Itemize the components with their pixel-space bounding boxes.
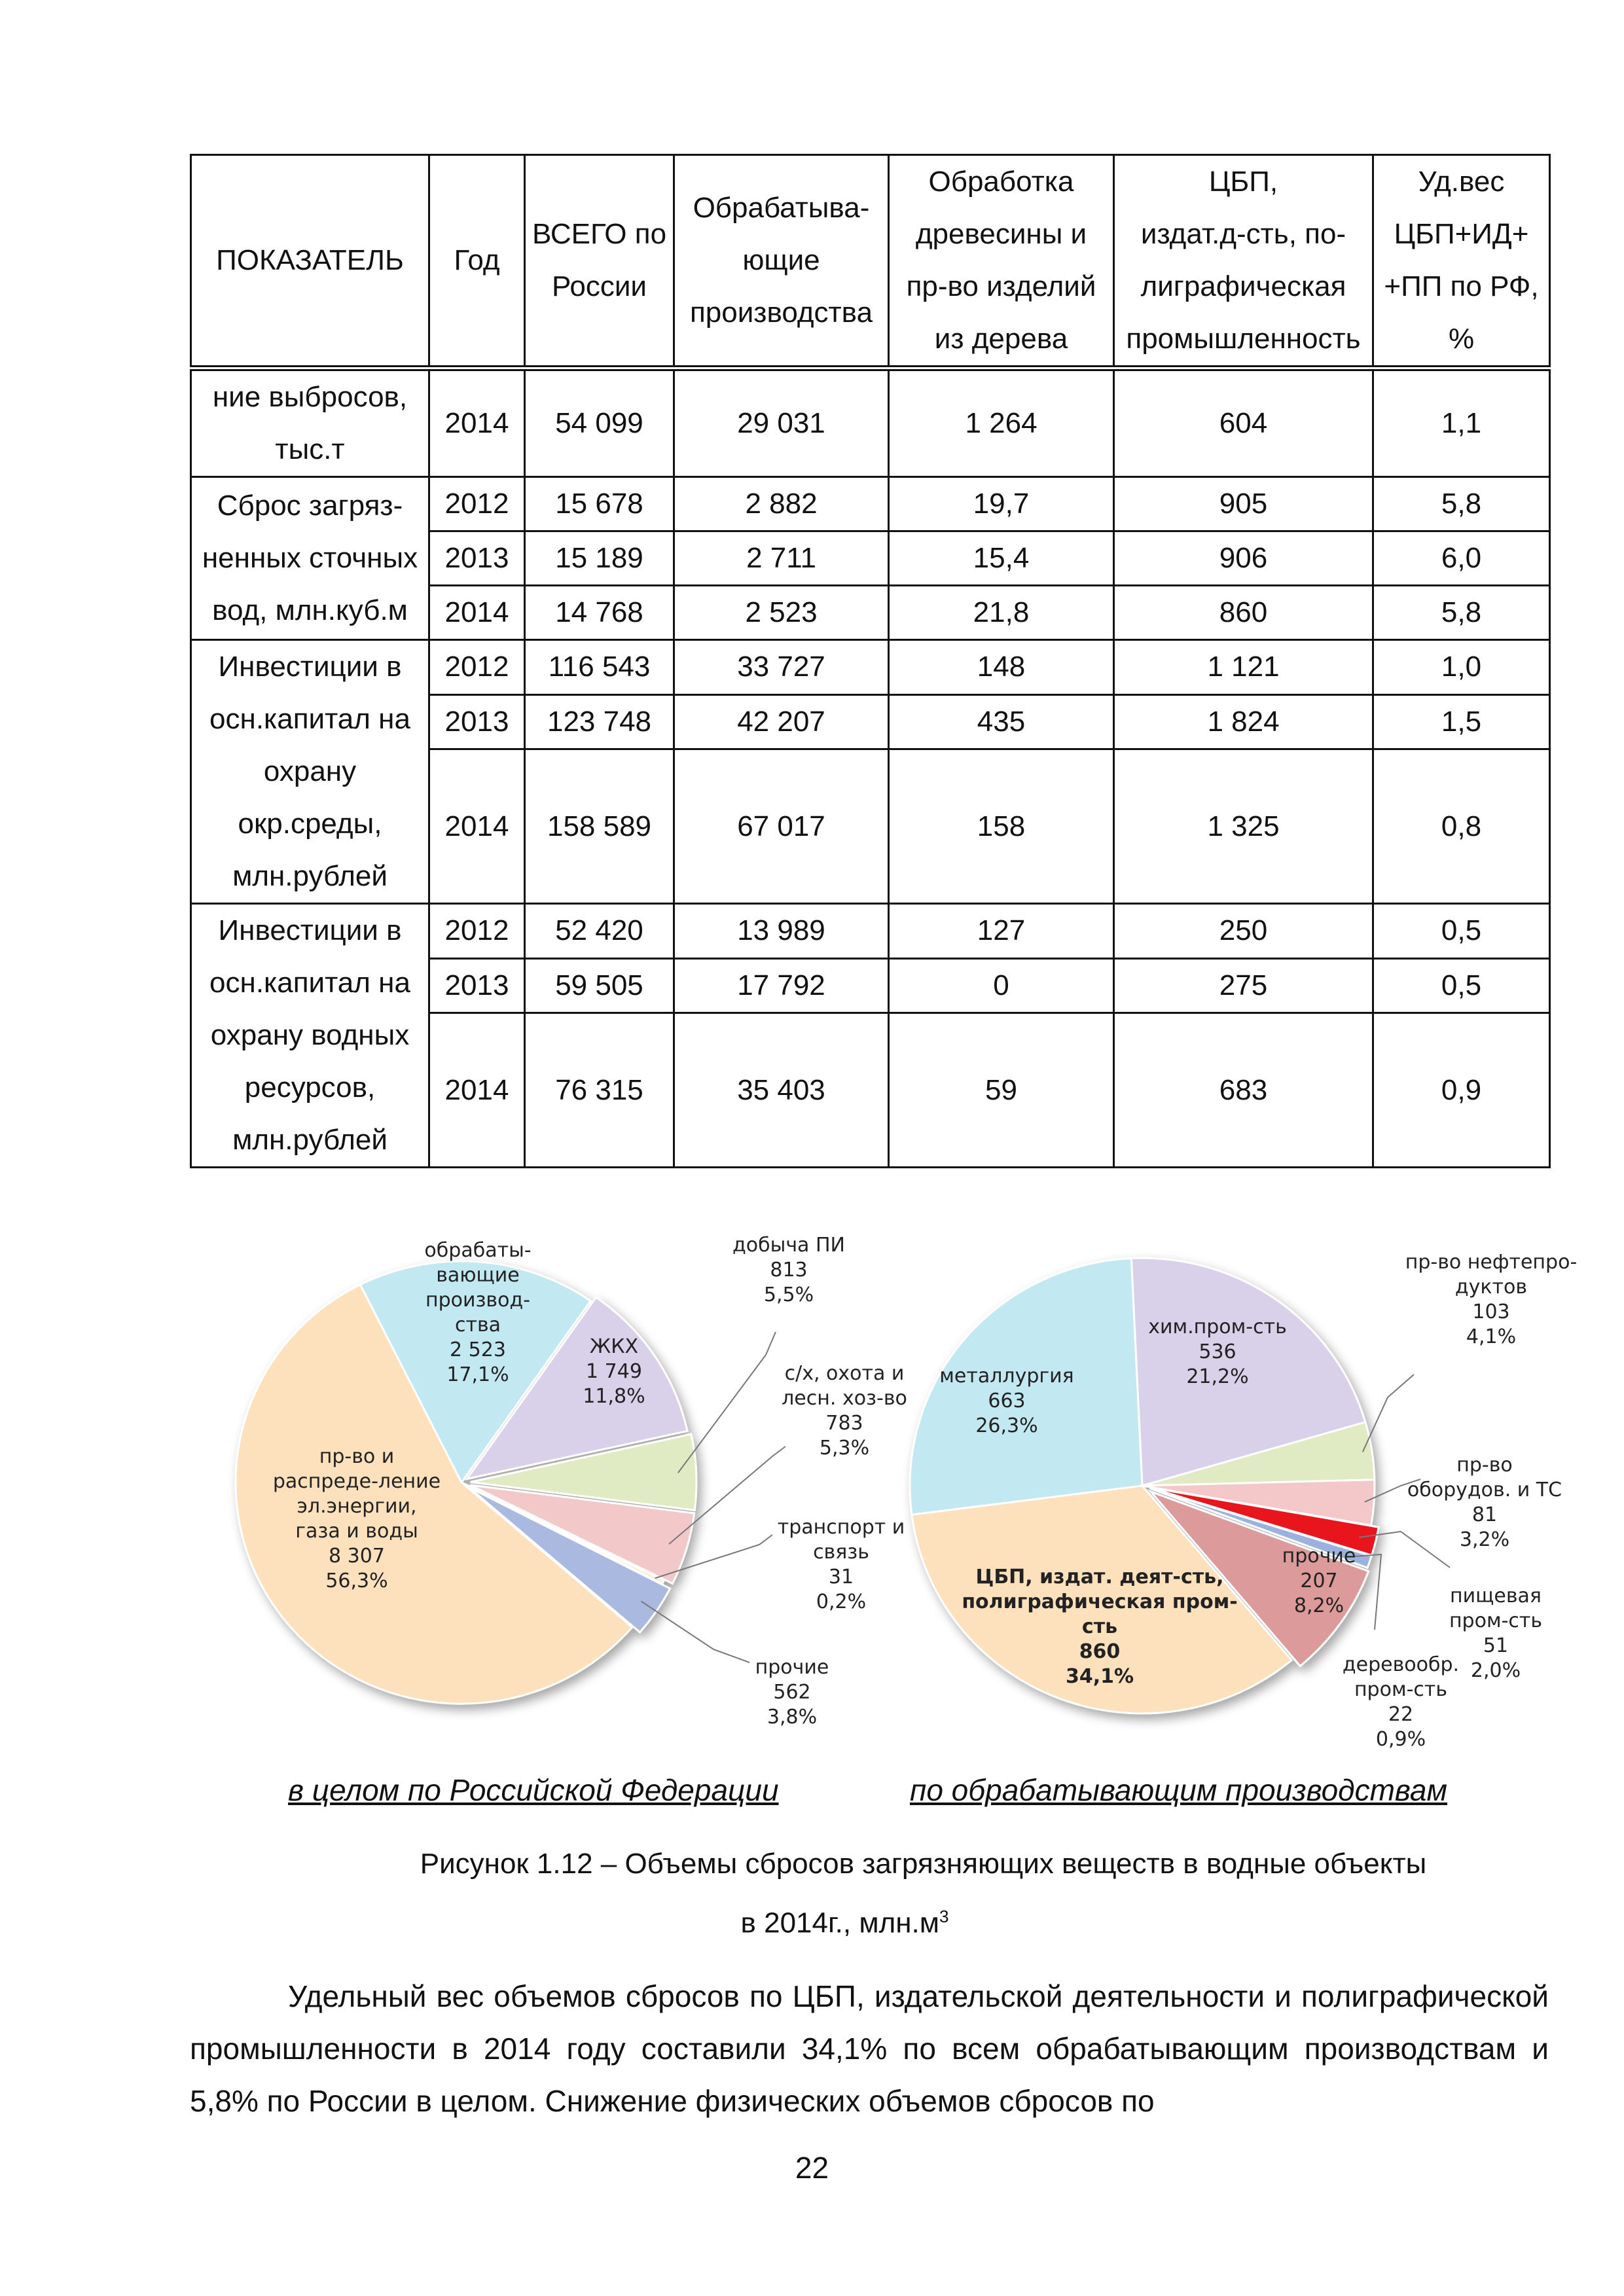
slice-label: обрабаты- xyxy=(424,1239,532,1262)
slice-label: эл.энергии, xyxy=(297,1495,417,1518)
slice-label: 2 523 xyxy=(450,1338,506,1361)
figure-caption-line1: Рисунок 1.12 – Объемы сбросов загрязняющих веществ в водные объекты xyxy=(420,1848,1427,1880)
subcaption-russia: в целом по Российской Федерации xyxy=(288,1773,779,1807)
slice-label: 17,1% xyxy=(446,1363,509,1386)
cell-manuf: 2 711 xyxy=(674,531,889,586)
cell-cbp: 905 xyxy=(1114,477,1373,531)
slice-label: 22 xyxy=(1388,1703,1414,1726)
cell-cbp: 604 xyxy=(1114,368,1373,477)
header-cell-line: Обрабатыва- xyxy=(693,192,870,224)
cell-manuf: 29 031 xyxy=(674,368,889,477)
slice-label: 26,3% xyxy=(975,1414,1038,1437)
slice-label: пищевая xyxy=(1450,1585,1542,1607)
cell-year: 2014 xyxy=(429,749,525,904)
cell-year: 2013 xyxy=(429,958,525,1013)
cell-total: 76 315 xyxy=(525,1013,674,1168)
indicator-cell xyxy=(191,477,429,640)
slice-label: транспорт и xyxy=(777,1516,905,1539)
indicator-line: охрану xyxy=(263,755,357,787)
indicator-line: осн.капитал на xyxy=(209,967,410,999)
cell-share: 1,1 xyxy=(1373,368,1550,477)
pie-charts xyxy=(0,1178,1624,1800)
header-cell-line: ющие xyxy=(742,244,820,276)
cell-total: 158 589 xyxy=(525,749,674,904)
subcaption-manufacturing: по обрабатывающим производствам xyxy=(910,1773,1448,1807)
cell-wood: 1 264 xyxy=(889,368,1114,477)
indicator-cell xyxy=(191,368,429,477)
slice-label: 207 xyxy=(1300,1570,1338,1592)
cell-total: 52 420 xyxy=(525,904,674,959)
cell-manuf: 33 727 xyxy=(674,640,889,695)
slice-label: 5,5% xyxy=(763,1283,814,1306)
table-row xyxy=(191,640,1550,695)
header-cell xyxy=(1373,155,1550,368)
page-number: 22 xyxy=(795,2151,829,2185)
cell-wood: 19,7 xyxy=(889,477,1114,531)
cell-share: 0,8 xyxy=(1373,749,1550,904)
slice-label: газа и воды xyxy=(295,1520,418,1543)
cell-manuf: 67 017 xyxy=(674,749,889,904)
cell-cbp: 683 xyxy=(1114,1013,1373,1168)
table-row xyxy=(191,368,1550,477)
slice-label: 5,3% xyxy=(819,1437,870,1460)
cell-manuf: 13 989 xyxy=(674,904,889,959)
slice-label: распреде-ление xyxy=(272,1470,441,1493)
slice-label: деревообр. xyxy=(1342,1653,1460,1676)
header-cell xyxy=(191,155,429,368)
table-body xyxy=(191,368,1550,1168)
slice-label: 8,2% xyxy=(1293,1594,1344,1617)
slice-label: добыча ПИ xyxy=(732,1234,845,1257)
cell-year: 2014 xyxy=(429,586,525,640)
slice-label: 0,2% xyxy=(816,1590,867,1613)
indicator-line: ресурсов, xyxy=(244,1071,376,1103)
slice-label: 11,8% xyxy=(583,1385,645,1408)
header-cell-line: % xyxy=(1448,323,1475,355)
cell-wood: 435 xyxy=(889,694,1114,749)
cell-total: 59 505 xyxy=(525,958,674,1013)
cell-wood: 148 xyxy=(889,640,1114,695)
slice-label: 536 xyxy=(1199,1340,1236,1363)
cell-wood: 158 xyxy=(889,749,1114,904)
slice-label: 783 xyxy=(825,1412,863,1435)
slice-label: ЖКХ xyxy=(589,1335,639,1358)
header-cell-line: из дерева xyxy=(934,323,1068,355)
header-cell-line: ЦБП+ИД+ xyxy=(1394,218,1529,250)
header-cell-line: Уд.вес xyxy=(1418,166,1505,198)
slice-label: 81 xyxy=(1471,1503,1498,1526)
cell-manuf: 35 403 xyxy=(674,1013,889,1168)
cell-year: 2012 xyxy=(429,904,525,959)
cell-wood: 0 xyxy=(889,958,1114,1013)
cell-cbp: 275 xyxy=(1114,958,1373,1013)
figure-caption-sup: 3 xyxy=(939,1907,949,1926)
cell-wood: 15,4 xyxy=(889,531,1114,586)
slice-label: 663 xyxy=(988,1390,1026,1412)
table-row xyxy=(191,904,1550,959)
cell-cbp: 1 824 xyxy=(1114,694,1373,749)
cell-share: 1,5 xyxy=(1373,694,1550,749)
slice-label: металлургия xyxy=(939,1365,1074,1388)
cell-manuf: 42 207 xyxy=(674,694,889,749)
indicator-line: Инвестиции в xyxy=(218,914,402,946)
figure-caption-line2-text: в 2014г., млн.м xyxy=(740,1907,940,1939)
slice-label: оборудов. и ТС xyxy=(1407,1479,1562,1501)
cell-manuf: 2 882 xyxy=(674,477,889,531)
indicator-line: млн.рублей xyxy=(232,860,388,892)
slice-label: прочие xyxy=(1282,1545,1356,1568)
figure-caption-line2 xyxy=(0,1890,1624,1950)
cell-cbp: 250 xyxy=(1114,904,1373,959)
slice-label: дуктов xyxy=(1454,1276,1528,1299)
cell-year: 2014 xyxy=(429,368,525,477)
cell-share: 0,5 xyxy=(1373,904,1550,959)
slice-label: лесн. хоз-во xyxy=(782,1387,907,1410)
header-cell-line: промышленность xyxy=(1126,323,1361,355)
cell-year: 2012 xyxy=(429,477,525,531)
data-table xyxy=(190,154,1551,1168)
slice-label: вающие xyxy=(436,1264,520,1287)
cell-wood: 21,8 xyxy=(889,586,1114,640)
indicator-line: окр.среды, xyxy=(238,808,382,840)
slice-label: 3,2% xyxy=(1459,1528,1510,1551)
header-cell-line: России xyxy=(551,270,647,302)
slice-label: 2,0% xyxy=(1470,1659,1521,1682)
indicator-line: охрану водных xyxy=(210,1019,410,1051)
indicator-line: тыс.т xyxy=(275,433,345,465)
slice-label: связь xyxy=(813,1541,869,1564)
slice-label: 8 307 xyxy=(329,1545,385,1568)
indicator-line: Сброс загряз- xyxy=(217,490,403,522)
cell-cbp: 1 121 xyxy=(1114,640,1373,695)
slice-label: 103 xyxy=(1472,1300,1510,1323)
indicator-line: осн.капитал на xyxy=(209,703,410,735)
header-cell-line: производства xyxy=(689,296,873,329)
header-cell-line: Год xyxy=(454,244,500,276)
figure-caption xyxy=(0,1838,1624,1950)
slice-label: 562 xyxy=(773,1681,811,1704)
cell-total: 116 543 xyxy=(525,640,674,695)
table-row xyxy=(191,477,1550,531)
slice-label: пр-во и xyxy=(319,1445,395,1468)
slice-label: ЦБП, издат. деят-сть, xyxy=(975,1566,1224,1588)
cell-manuf: 17 792 xyxy=(674,958,889,1013)
cell-total: 123 748 xyxy=(525,694,674,749)
header-cell-line: издат.д-сть, по- xyxy=(1140,218,1346,250)
slice-label: пр-во xyxy=(1456,1454,1513,1477)
pie-chart-manufacturing xyxy=(910,1258,1379,1713)
header-cell xyxy=(525,155,674,368)
cell-total: 14 768 xyxy=(525,586,674,640)
indicator-line: млн.рублей xyxy=(232,1124,388,1156)
slice-label: 56,3% xyxy=(325,1570,388,1592)
cell-year: 2014 xyxy=(429,1013,525,1168)
slice-label: 813 xyxy=(770,1259,808,1282)
slice-label: ства xyxy=(454,1314,501,1336)
header-cell-line: ВСЕГО по xyxy=(532,218,667,250)
header-cell-line: Обработка xyxy=(928,166,1074,198)
slice-label: пром-сть xyxy=(1354,1678,1448,1701)
cell-share: 6,0 xyxy=(1373,531,1550,586)
cell-wood: 127 xyxy=(889,904,1114,959)
header-cell-line: +ПП по РФ, xyxy=(1384,270,1539,302)
cell-cbp: 906 xyxy=(1114,531,1373,586)
slice-label: 31 xyxy=(828,1566,854,1588)
slice-label: 51 xyxy=(1483,1634,1509,1657)
cell-share: 0,9 xyxy=(1373,1013,1550,1168)
cell-year: 2012 xyxy=(429,640,525,695)
header-cell xyxy=(889,155,1114,368)
header-cell-line: ЦБП, xyxy=(1208,166,1278,198)
slice-label: хим.пром-сть xyxy=(1148,1316,1287,1338)
table-header xyxy=(191,155,1550,368)
header-cell xyxy=(1114,155,1373,368)
slice-label: пр-во нефтепро- xyxy=(1405,1251,1578,1274)
indicator-cell xyxy=(191,640,429,904)
header-cell xyxy=(674,155,889,368)
slice-label: 34,1% xyxy=(1065,1665,1134,1688)
cell-share: 5,8 xyxy=(1373,586,1550,640)
slice-label: 1 749 xyxy=(586,1360,642,1383)
cell-cbp: 1 325 xyxy=(1114,749,1373,904)
cell-total: 15 189 xyxy=(525,531,674,586)
indicator-line: вод, млн.куб.м xyxy=(212,594,408,626)
slice-label: сть xyxy=(1081,1615,1118,1638)
cell-share: 5,8 xyxy=(1373,477,1550,531)
slice-label: 4,1% xyxy=(1466,1325,1517,1348)
header-cell-line: пр-во изделий xyxy=(906,270,1096,302)
body-paragraph: Удельный вес объемов сбросов по ЦБП, издательской деятельности и полиграфической промышленности в 2014 году составили 34,1% по всем обрабатывающим производствам и 5,8% по России в целом. Снижение физических объемов сбросов по xyxy=(190,1979,1549,2118)
cell-manuf: 2 523 xyxy=(674,586,889,640)
cell-year: 2013 xyxy=(429,694,525,749)
indicator-cell xyxy=(191,904,429,1168)
slice-label: с/х, охота и xyxy=(784,1362,905,1385)
header-cell-line: лиграфическая xyxy=(1140,270,1346,302)
slice-label: 860 xyxy=(1079,1640,1121,1663)
slice-label: 0,9% xyxy=(1375,1728,1426,1751)
slice-label: производ- xyxy=(425,1289,531,1312)
cell-share: 0,5 xyxy=(1373,958,1550,1013)
header-cell xyxy=(429,155,525,368)
indicator-line: ненных сточных xyxy=(202,542,418,574)
slice-label: 3,8% xyxy=(767,1706,818,1729)
header-cell-line: древесины и xyxy=(915,218,1087,250)
slice-label: прочие xyxy=(755,1656,829,1679)
header-cell-line: ПОКАЗАТЕЛЬ xyxy=(216,244,404,276)
cell-share: 1,0 xyxy=(1373,640,1550,695)
cell-total: 15 678 xyxy=(525,477,674,531)
cell-cbp: 860 xyxy=(1114,586,1373,640)
cell-total: 54 099 xyxy=(525,368,674,477)
slice-label: 21,2% xyxy=(1186,1365,1249,1388)
slice-label: полиграфическая пром- xyxy=(962,1590,1238,1613)
indicator-line: ние выбросов, xyxy=(212,381,408,413)
cell-year: 2013 xyxy=(429,531,525,586)
slice-label: пром-сть xyxy=(1449,1609,1543,1632)
cell-wood: 59 xyxy=(889,1013,1114,1168)
indicator-line: Инвестиции в xyxy=(218,651,402,683)
